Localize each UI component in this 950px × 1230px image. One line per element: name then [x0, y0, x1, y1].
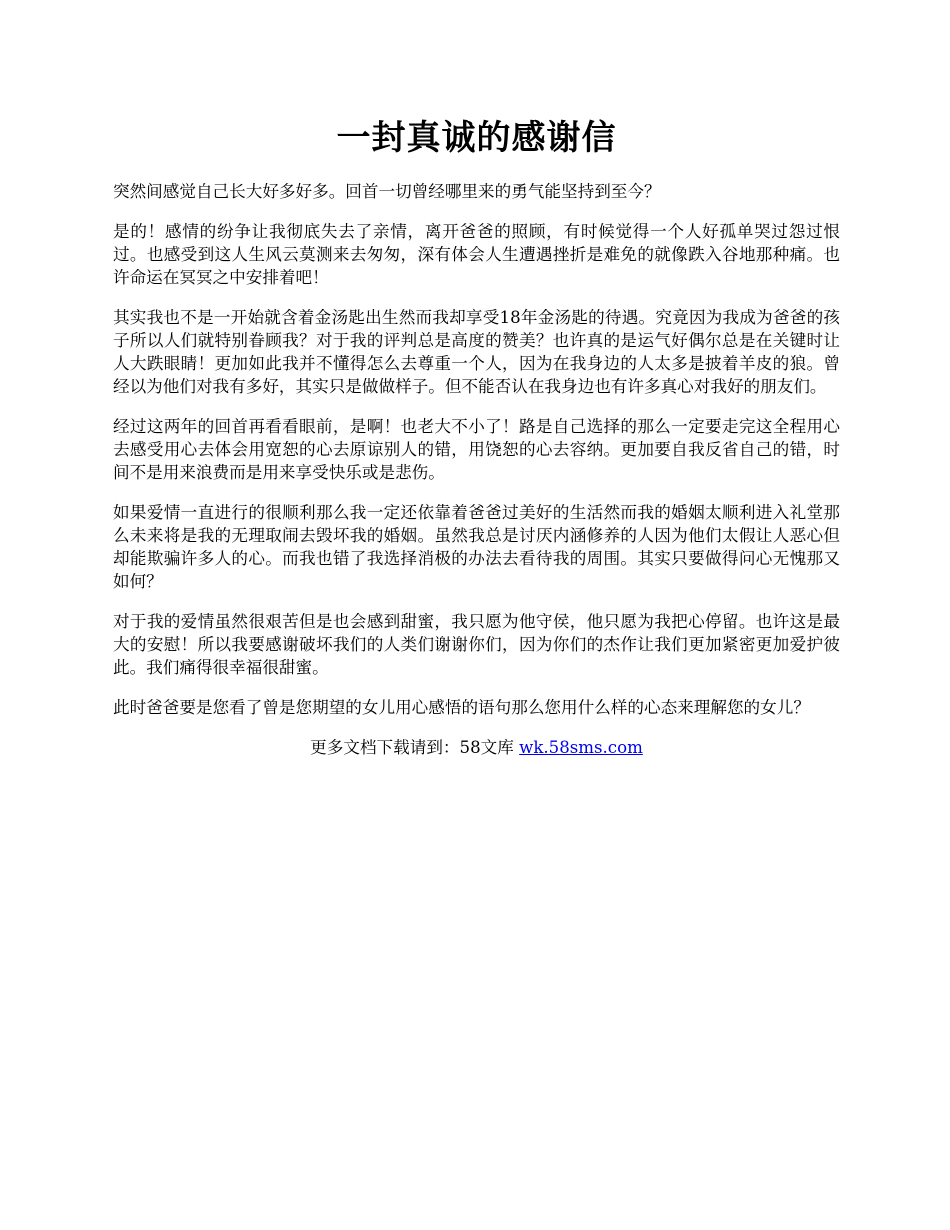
download-footer — [113, 736, 840, 759]
footer-link[interactable]: wk.58sms.com — [519, 738, 643, 757]
paragraph-4: 经过这两年的回首再看看眼前，是啊！也老大不小了！路是自己选择的那么一定要走完这全程用心去感受用心去体会用宽恕的心去原谅别人的错，用饶恕的心去容纳。更加要自我反省自己的错，时间不是用来浪费而是用来享受快乐或是悲伤。 — [113, 417, 840, 482]
paragraph-7: 此时爸爸要是您看了曾是您期望的女儿用心感悟的语句那么您用什么样的心态来理解您的女儿？ — [113, 698, 810, 717]
document-title: 一封真诚的感谢信 — [336, 118, 617, 158]
paragraph-1: 突然间感觉自己长大好多好多。回首一切曾经哪里来的勇气能坚持到至今？ — [113, 182, 661, 201]
paragraph-2: 是的！感情的纷争让我彻底失去了亲情，离开爸爸的照顾，有时候觉得一个人好孤单哭过怨过恨过。也感受到这人生风云莫测来去匆匆，深有体会人生遭遇挫折是难免的就像跌入谷地那种痛。也许命运在冥冥之中安排着吧！ — [113, 222, 840, 287]
footer-text: 更多文档下载请到：58文库 — [310, 738, 514, 757]
paragraph-3: 其实我也不是一开始就含着金汤匙出生然而我却享受18年金汤匙的待遇。究竟因为我成为爸爸的孩子所以人们就特别眷顾我？对于我的评判总是高度的赞美？也许真的是运气好偶尔总是在关键时让人大跌眼睛！更加如此我并不懂得怎么去尊重一个人，因为在我身边的人太多是披着羊皮的狼。曾经以为他们对我有多好，其实只是做做样子。但不能否认在我身边也有许多真心对我好的朋友们。 — [113, 308, 840, 396]
paragraph-6: 对于我的爱情虽然很艰苦但是也会感到甜蜜，我只愿为他守侯，他只愿为我把心停留。也许这是最大的安慰！所以我要感谢破坏我们的人类们谢谢你们，因为你们的杰作让我们更加紧密更加爱护彼此。我们痛得很幸福很甜蜜。 — [113, 612, 840, 677]
document-page — [113, 113, 840, 759]
paragraph-5: 如果爱情一直进行的很顺利那么我一定还依靠着爸爸过美好的生活然而我的婚姻太顺利进入礼堂那么未来将是我的无理取闹去毁坏我的婚姻。虽然我总是讨厌内涵修养的人因为他们太假让人恶心但却能欺骗许多人的心。而我也错了我选择消极的办法去看待我的周围。其实只要做得问心无愧那又如何？ — [113, 503, 840, 591]
